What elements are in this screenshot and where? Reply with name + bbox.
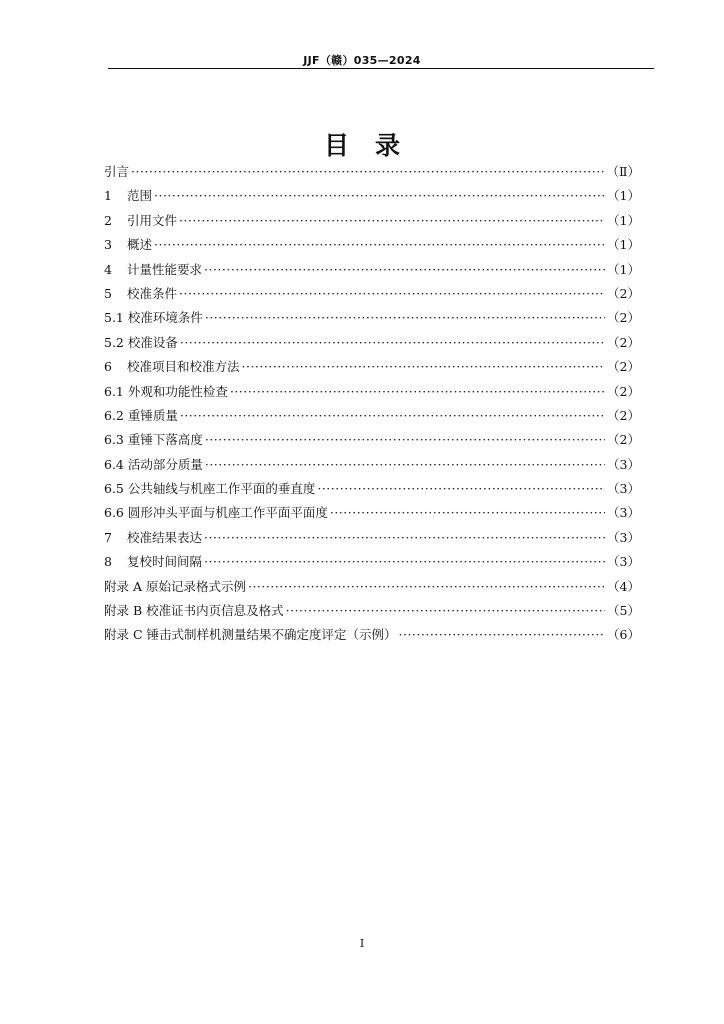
toc-leader <box>230 380 605 404</box>
toc-entry[interactable] <box>104 526 640 550</box>
toc-entry-page: （6） <box>607 627 640 643</box>
toc-entry-page: （2） <box>607 359 640 375</box>
toc-entry-page: （3） <box>607 505 640 521</box>
toc-list <box>104 160 640 648</box>
toc-entry-number: 4 <box>104 261 112 277</box>
toc-entry-label: 引言 <box>104 164 130 179</box>
toc-entry-page: （1） <box>607 237 640 253</box>
toc-leader <box>317 477 605 501</box>
toc-leader <box>242 355 606 379</box>
toc-title-char: 目 <box>323 131 349 160</box>
toc-entry[interactable] <box>104 550 640 574</box>
toc-entry[interactable] <box>104 453 640 477</box>
toc-entry-page: （4） <box>607 578 640 594</box>
toc-title <box>0 126 724 162</box>
toc-entry-page: （2） <box>607 285 640 301</box>
toc-entry-label: 6.5 公共轴线与机座工作平面的垂直度 <box>104 481 316 497</box>
toc-entry-number: 8 <box>104 554 112 570</box>
toc-leader <box>248 575 605 599</box>
toc-title-char: 录 <box>375 131 401 160</box>
toc-entry-page: （2） <box>607 310 640 326</box>
header-divider <box>108 68 654 69</box>
toc-leader <box>205 306 605 330</box>
toc-entry-label: 6.2 重锤质量 <box>104 407 178 423</box>
toc-entry-label: 附录 C 锤击式制样机测量结果不确定度评定（示例） <box>104 627 397 643</box>
toc-entry-label: 校准结果表达 <box>127 529 203 545</box>
toc-entry-label: 校准项目和校准方法 <box>127 359 240 375</box>
toc-entry-label: 6.4 活动部分质量 <box>104 456 203 472</box>
toc-entry-label: 附录 B 校准证书内页信息及格式 <box>104 603 284 619</box>
toc-entry-page: （3） <box>607 529 640 545</box>
toc-entry[interactable] <box>104 380 640 404</box>
toc-entry-page: （2） <box>607 334 640 350</box>
toc-entry-label: 概述 <box>127 237 153 253</box>
toc-entry[interactable] <box>104 184 640 208</box>
toc-entry-label: 5.2 校准设备 <box>104 334 178 350</box>
toc-entry[interactable] <box>104 477 640 501</box>
toc-entry-number: 5 <box>104 285 112 301</box>
toc-leader <box>330 501 605 525</box>
toc-leader <box>204 550 605 574</box>
toc-leader <box>205 453 605 477</box>
toc-entry-page: （2） <box>607 383 640 399</box>
page-number: I <box>359 937 365 950</box>
toc-leader <box>286 599 605 623</box>
toc-entry[interactable] <box>104 575 640 599</box>
toc-entry-label: 6.3 重锤下落高度 <box>104 432 203 448</box>
toc-entry-page: （1） <box>607 261 640 277</box>
toc-entry-number: 3 <box>104 237 112 253</box>
toc-entry-number: 7 <box>104 529 112 545</box>
toc-entry-page: （3） <box>607 481 640 497</box>
toc-entry-page: （1） <box>607 212 640 228</box>
toc-entry[interactable] <box>104 501 640 525</box>
toc-entry-label: 复校时间间隔 <box>127 554 203 570</box>
toc-entry-label: 5.1 校准环境条件 <box>104 310 203 326</box>
toc-entry-number: 6 <box>104 359 112 375</box>
toc-entry-page: （1） <box>607 188 640 204</box>
toc-leader <box>204 526 605 550</box>
toc-leader <box>180 404 605 428</box>
toc-leader <box>179 209 605 233</box>
toc-entry[interactable] <box>104 282 640 306</box>
toc-entry-page: （5） <box>607 603 640 619</box>
toc-leader <box>179 282 605 306</box>
toc-entry-label: 范围 <box>127 188 153 204</box>
toc-entry[interactable] <box>104 404 640 428</box>
toc-leader <box>180 331 605 355</box>
toc-leader <box>154 233 605 257</box>
toc-leader <box>399 623 606 647</box>
toc-leader <box>204 258 605 282</box>
toc-entry-number: 2 <box>104 212 112 228</box>
toc-entry-page: （2） <box>607 432 640 448</box>
toc-entry[interactable] <box>104 428 640 452</box>
toc-entry-label: 6.1 外观和功能性检查 <box>104 383 228 399</box>
toc-entry-page: （3） <box>607 456 640 472</box>
toc-entry-label: 校准条件 <box>127 285 178 301</box>
toc-entry[interactable] <box>104 355 640 379</box>
toc-entry-page: （3） <box>607 554 640 570</box>
toc-entry[interactable] <box>104 331 640 355</box>
toc-leader <box>154 184 605 208</box>
toc-entry[interactable] <box>104 209 640 233</box>
toc-entry-label: 6.6 圆形冲头平面与机座工作平面平面度 <box>104 505 328 521</box>
toc-leader <box>131 160 604 184</box>
document-code: JJF（赣）035—2024 <box>303 54 421 67</box>
toc-entry-number: 1 <box>104 188 112 204</box>
toc-entry-label: 附录 A 原始记录格式示例 <box>104 578 246 594</box>
toc-entry[interactable] <box>104 599 640 623</box>
toc-entry[interactable] <box>104 306 640 330</box>
toc-entry-page: （2） <box>607 407 640 423</box>
toc-entry-label: 引用文件 <box>127 212 178 228</box>
toc-entry[interactable] <box>104 258 640 282</box>
toc-entry-page: （Ⅱ） <box>606 164 640 179</box>
toc-entry[interactable] <box>104 233 640 257</box>
toc-entry[interactable] <box>104 623 640 647</box>
toc-leader <box>205 428 605 452</box>
toc-entry-label: 计量性能要求 <box>127 261 203 277</box>
toc-entry[interactable] <box>104 160 640 184</box>
